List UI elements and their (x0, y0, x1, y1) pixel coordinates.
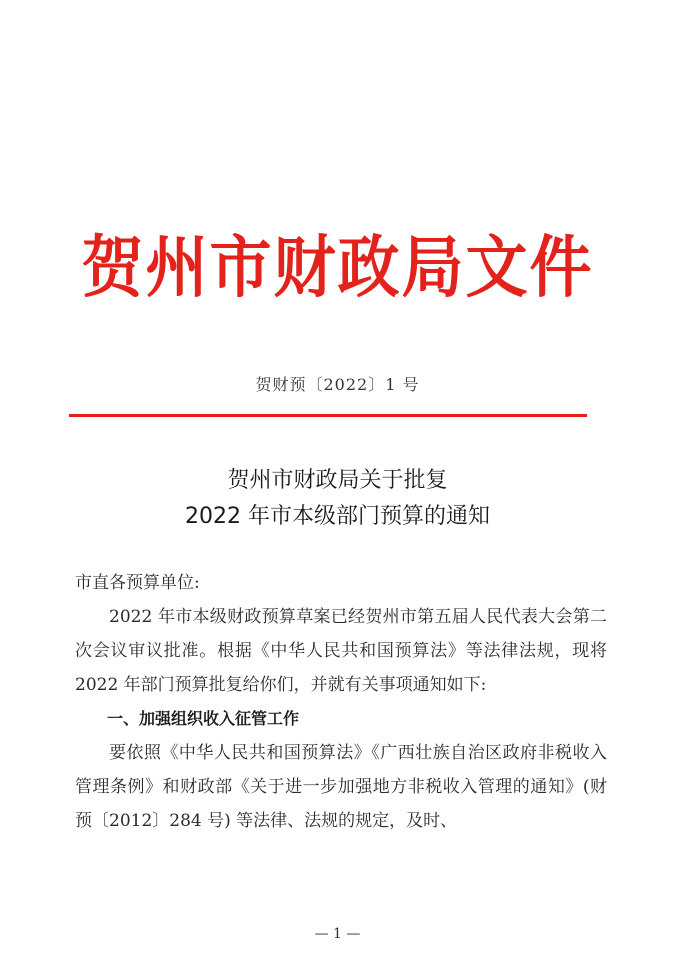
document-number: 贺财预〔2022〕1 号 (255, 375, 420, 394)
document-body (75, 566, 607, 838)
salutation: 市直各预算单位: (75, 573, 200, 593)
page-number: — 1 — (314, 926, 361, 942)
body-paragraph-2: 要依照《中华人民共和国预算法》《广西壮族自治区政府非税收入管理条例》和财政部《关于进一步加强地方非税收入管理的通知》(财预〔2012〕284 号) 等法律、法规的规定，及时、 (75, 743, 607, 831)
title-line-1: 贺州市财政局关于批复 (227, 468, 448, 493)
body-paragraph-1: 2022 年市本级财政预算草案已经贺州市第五届人民代表大会第二次会议审议批准。根据《中华人民共和国预算法》等法律法规，现将 2022 年部门预算批复给你们，并就有关事项通知如下: (75, 607, 607, 695)
title-line-2: 2022 年市本级部门预算的通知 (185, 504, 490, 529)
red-divider-line (69, 414, 587, 417)
section-heading-1: 一、加强组织收入征管工作 (107, 709, 300, 728)
masthead-title: 贺州市财政局文件 (81, 228, 594, 307)
document-title (0, 463, 675, 535)
